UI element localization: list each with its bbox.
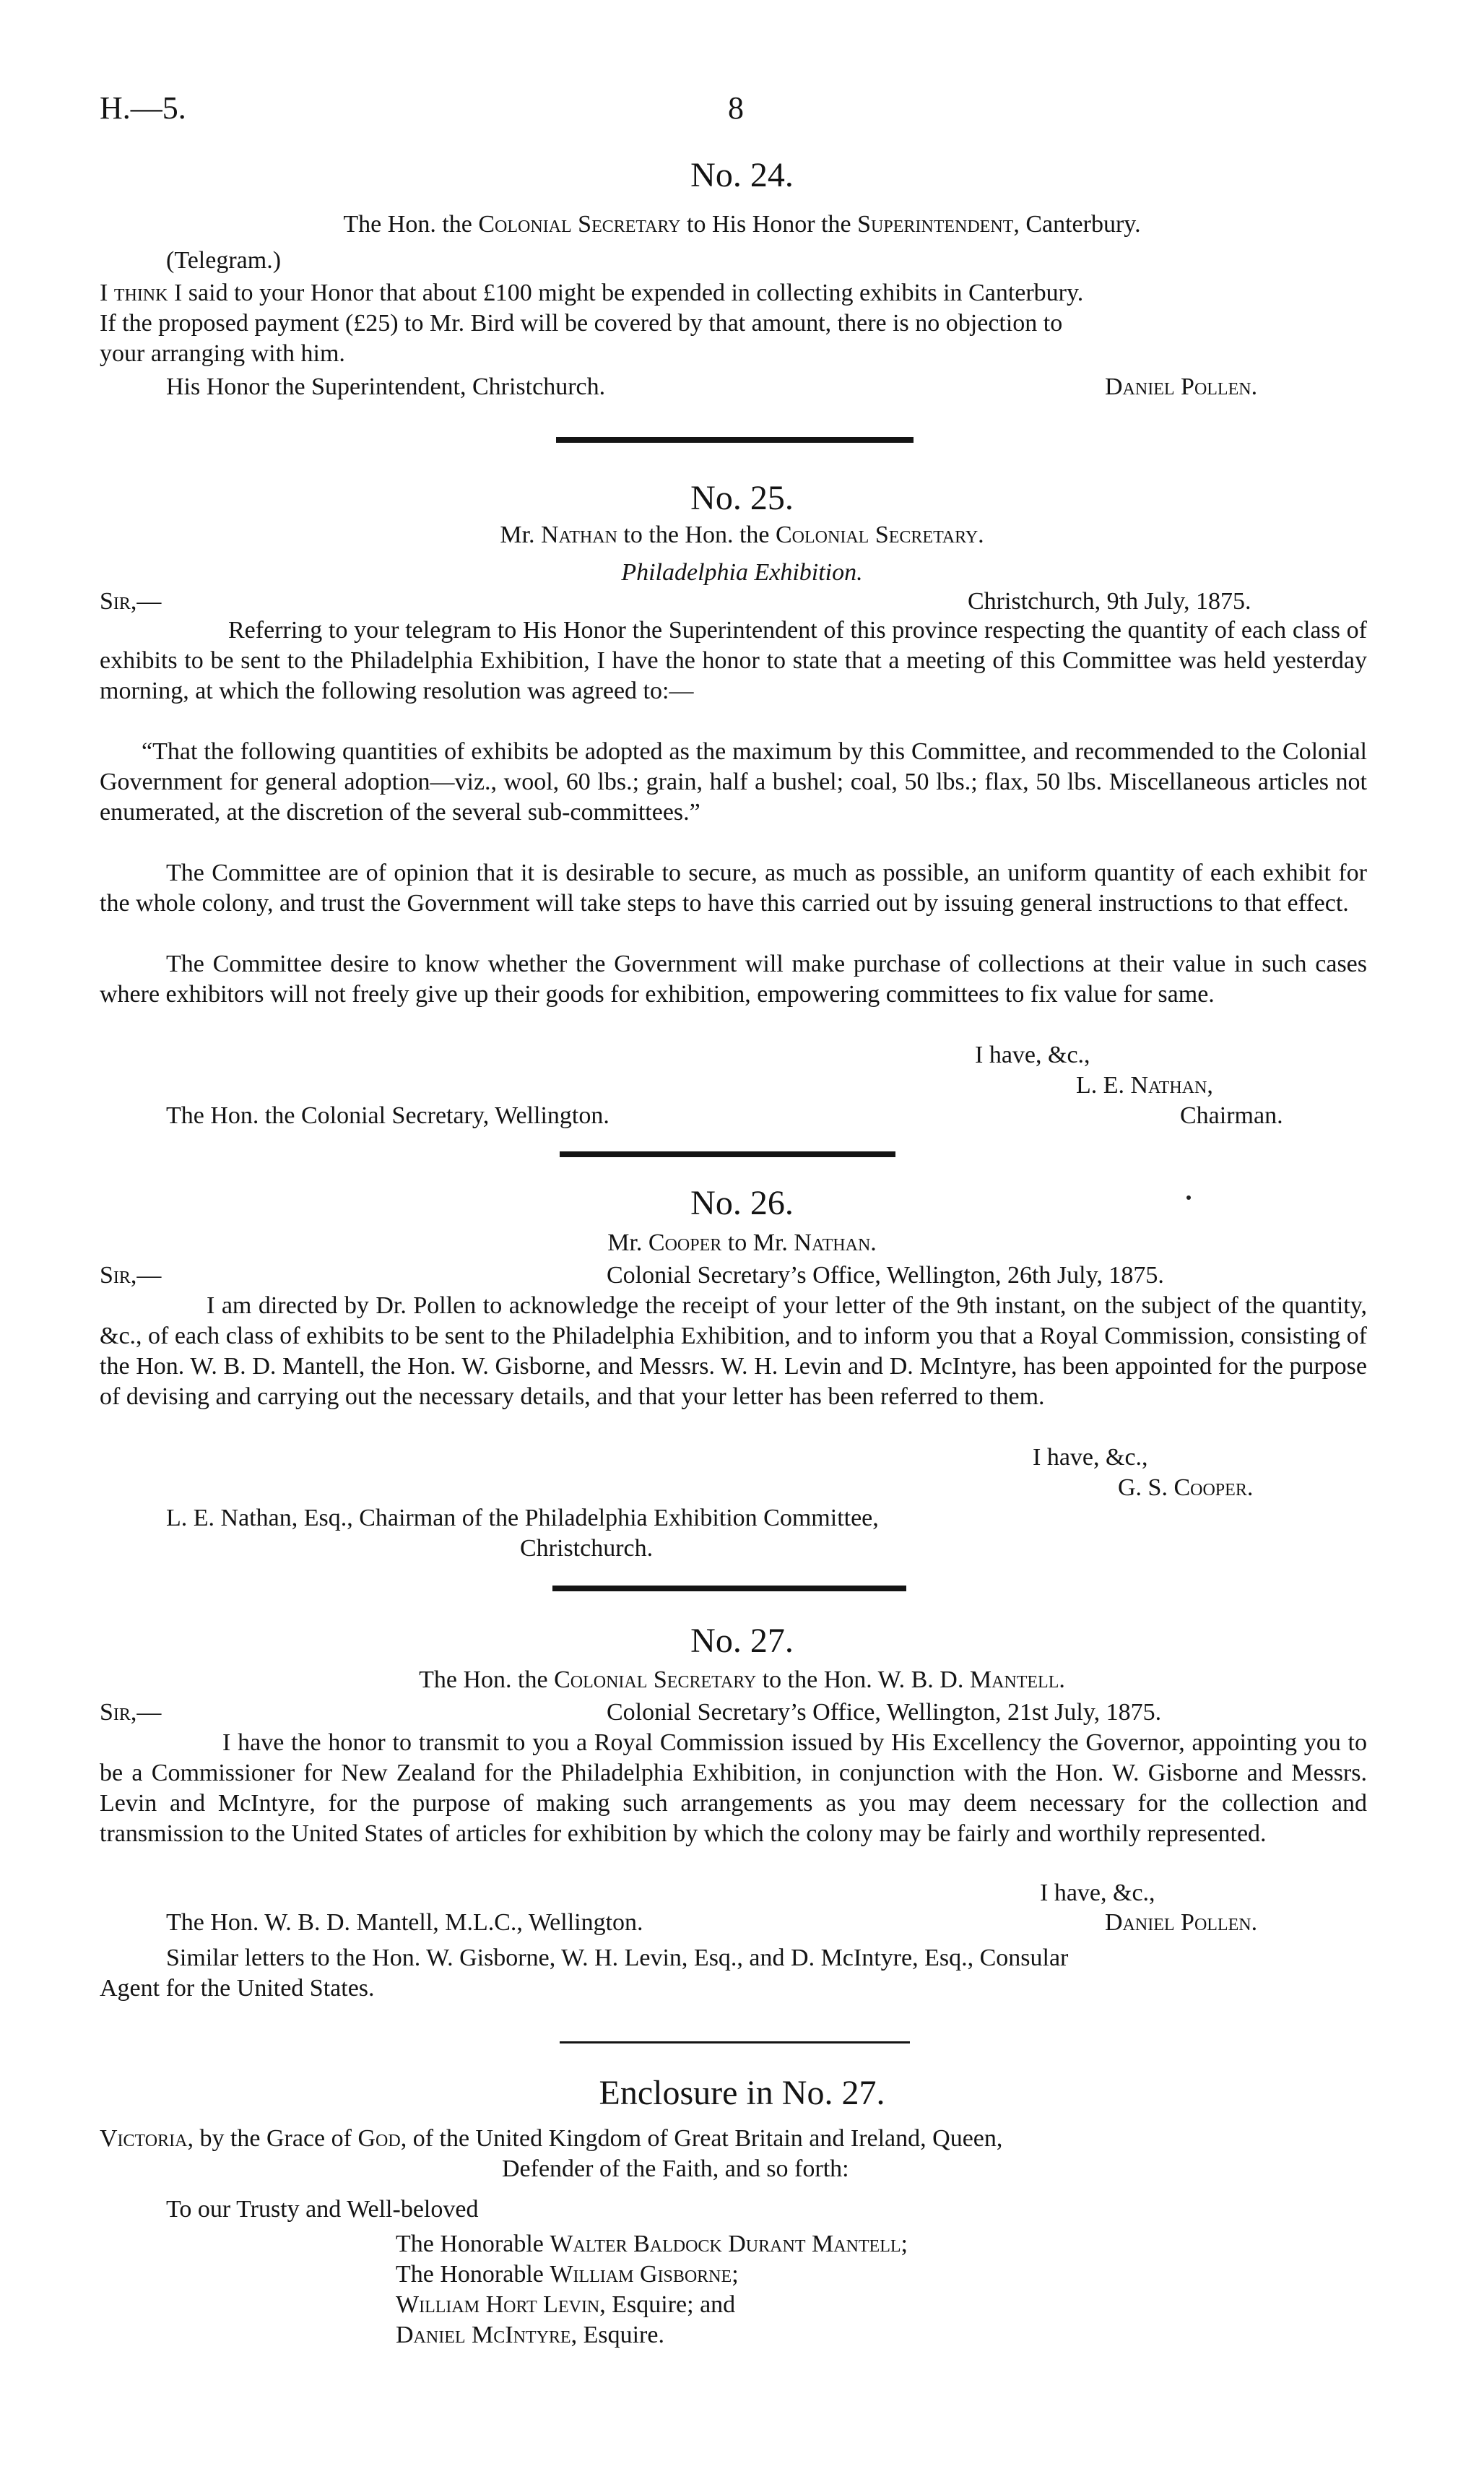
no27-signature: Daniel Pollen. xyxy=(1105,1909,1258,1936)
heading-no25: No. 25. xyxy=(690,479,794,517)
heading-enclosure: Enclosure in No. 27. xyxy=(599,2074,885,2112)
title-no26: Mr. Cooper to Mr. Nathan. xyxy=(607,1229,877,1256)
stray-mark xyxy=(1186,1195,1191,1200)
no27-dateline: Colonial Secretary’s Office, Wellington, 21st July, 1875. xyxy=(607,1699,1162,1726)
no25-salutation: Sir,— xyxy=(100,588,162,615)
recipient-2: The Honorable William Gisborne; xyxy=(396,2261,739,2288)
no27-similar-letters-line2: Agent for the United States. xyxy=(100,1975,375,2002)
telegram-label: (Telegram.) xyxy=(166,247,282,274)
subtitle-no25: Philadelphia Exhibition. xyxy=(621,559,863,586)
heading-no24: No. 24. xyxy=(690,156,794,194)
section-divider xyxy=(556,437,914,443)
series-code: H.—5. xyxy=(100,90,186,126)
no24-body-line1: I think I said to your Honor that about £100 might be expended in collecting exhibits in Canterbury. xyxy=(100,280,1084,306)
no27-salutation: Sir,— xyxy=(100,1699,162,1726)
no26-dateline: Colonial Secretary’s Office, Wellington, 26th July, 1875. xyxy=(607,1262,1164,1289)
no25-paragraph-2: “That the following quantities of exhibits be adopted as the maximum by this Committee, and recommended to the Colonial Government for general adoption—viz., wool, 60 lbs.; grain, half a bushel; coal, 50 lbs.; flax, 50 lbs. Miscellaneous articles not enumerated, at the discretion of the several sub-committees.” xyxy=(100,738,1367,826)
section-divider xyxy=(560,1151,895,1157)
no25-signature: L. E. Nathan, xyxy=(1076,1072,1213,1099)
page-number: 8 xyxy=(728,90,744,126)
no26-addressee-line1: L. E. Nathan, Esq., Chairman of the Philadelphia Exhibition Committee, xyxy=(166,1505,879,1531)
enclosure-line1: Victoria, by the Grace of God, of the United Kingdom of Great Britain and Ireland, Queen, xyxy=(100,2125,1003,2152)
no24-body-line2: If the proposed payment (£25) to Mr. Bird will be covered by that amount, there is no objection to xyxy=(100,310,1063,337)
no25-signatory-title: Chairman. xyxy=(1180,1102,1283,1129)
heading-no26: No. 26. xyxy=(690,1184,794,1222)
no26-addressee-line2: Christchurch. xyxy=(520,1535,654,1562)
enclosure-line2: Defender of the Faith, and so forth: xyxy=(502,2155,849,2182)
no27-addressee: The Hon. W. B. D. Mantell, M.L.C., Wellington. xyxy=(166,1909,643,1936)
no25-paragraph-3: The Committee are of opinion that it is desirable to secure, as much as possible, an uniform quantity of each exhibit for the whole colony, and trust the Government will take steps to have this carried out by issuing general instructions to that effect. xyxy=(100,860,1367,917)
no26-closing: I have, &c., xyxy=(1033,1444,1148,1471)
enclosure-to-line: To our Trusty and Well-beloved xyxy=(166,2196,479,2223)
no27-similar-letters-line1: Similar letters to the Hon. W. Gisborne, W. H. Levin, Esq., and D. McIntyre, Esq., Consular xyxy=(166,1945,1069,1971)
no25-addressee: The Hon. the Colonial Secretary, Wellington. xyxy=(166,1102,609,1129)
section-divider xyxy=(560,2041,910,2043)
section-divider xyxy=(552,1586,906,1591)
title-no27: The Hon. the Colonial Secretary to the Hon. W. B. D. Mantell. xyxy=(419,1666,1065,1693)
no24-signature: Daniel Pollen. xyxy=(1105,373,1258,400)
no26-salutation: Sir,— xyxy=(100,1262,162,1289)
no26-signature: G. S. Cooper. xyxy=(1118,1474,1254,1501)
no27-paragraph-1: I have the honor to transmit to you a Royal Commission issued by His Excellency the Governor, appointing you to be a Commissioner for New Zealand for the Philadelphia Exhibition, in conjunction with the Hon. W. Gisborne and Messrs. Levin and McIntyre, for the purpose of making such arrangements as you may deem necessary for the collection and transmission to the United States of articles for exhibition by which the colony may be fairly and worthily represented. xyxy=(100,1729,1367,1847)
heading-no27: No. 27. xyxy=(690,1622,794,1660)
no27-closing: I have, &c., xyxy=(1040,1880,1155,1906)
no25-closing: I have, &c., xyxy=(975,1042,1090,1068)
no25-paragraph-4: The Committee desire to know whether the Government will make purchase of collections at their value in such cases where exhibitors will not freely give up their goods for exhibition, empowering committees to fix value for same. xyxy=(100,951,1367,1008)
no26-paragraph-1: I am directed by Dr. Pollen to acknowledge the receipt of your letter of the 9th instant, on the subject of the quantity, &c., of each class of exhibits to be sent to the Philadelphia Exhibition, and to inform you that a Royal Commission, consisting of the Hon. W. B. D. Mantell, the Hon. W. Gisborne, and Messrs. W. H. Levin and D. McIntyre, has been appointed for the purpose of devising and carrying out the necessary details, and that your letter has been referred to them. xyxy=(100,1292,1367,1410)
title-no25: Mr. Nathan to the Hon. the Colonial Secretary. xyxy=(500,522,984,548)
recipient-3: William Hort Levin, Esquire; and xyxy=(396,2291,736,2318)
no25-dateline: Christchurch, 9th July, 1875. xyxy=(968,588,1251,615)
title-no24: The Hon. the Colonial Secretary to His Honor the Superintendent, Canterbury. xyxy=(343,211,1141,238)
no24-addressee: His Honor the Superintendent, Christchurch. xyxy=(166,373,606,400)
no24-body-line3: your arranging with him. xyxy=(100,340,345,367)
recipient-4: Daniel McIntyre, Esquire. xyxy=(396,2322,664,2348)
no25-paragraph-1: Referring to your telegram to His Honor the Superintendent of this province respecting the quantity of each class of exhibits to be sent to the Philadelphia Exhibition, I have the honor to state that a meeting of this Committee was held yesterday morning, at which the following resolution was agreed to:— xyxy=(100,617,1367,704)
recipient-1: The Honorable Walter Baldock Durant Mantell; xyxy=(396,2231,908,2257)
